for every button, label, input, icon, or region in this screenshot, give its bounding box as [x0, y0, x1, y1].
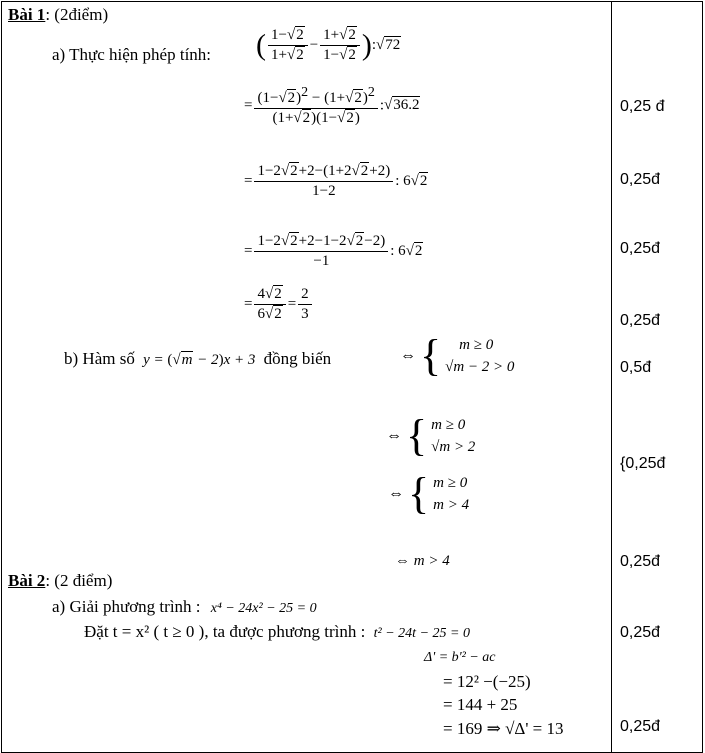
bai1-system2: ⇔ { m ≥ 0 √m > 2 [386, 411, 476, 460]
score-2: 0,25đ [620, 171, 661, 188]
score-3: 0,25đ [620, 240, 661, 257]
bai2-a-label: a) Giải phương trình : [52, 597, 201, 616]
sys2-line2: √m > 2 [431, 439, 476, 455]
score-column-divider [611, 1, 612, 753]
bai1-heading [8, 6, 108, 23]
score-5: 0,5đ [620, 359, 652, 376]
bai1-b-label: b) Hàm số [64, 349, 135, 368]
bai2-delta-line2: = 12² −(−25) [443, 672, 531, 691]
bai1-system3: ⇔ { m ≥ 0 m > 4 [388, 469, 470, 518]
sys1-line2: √m − 2 > 0 [445, 359, 515, 375]
bai1-a-expression: ( $\frac{1-√2}{1+√2}$ − $\frac{1+√2}{1-√2}$ ):√72 [256, 27, 401, 63]
bai2-delta-line4: = 169 ⇒ √Δ' = 13 [443, 719, 564, 738]
sys1-line1: m ≥ 0 [459, 337, 494, 353]
bai2-heading [8, 572, 112, 589]
bai2-sub-equation: t² − 24t − 25 = 0 [373, 626, 470, 641]
score-4: 0,25đ [620, 312, 661, 329]
bai1-step4: = $\frac{4√2}{6√2}$ = $\frac{2}{3}$ [244, 287, 314, 322]
bai1-points: : (2điểm) [45, 5, 109, 24]
bai1-title: Bài 1 [8, 5, 46, 24]
bai2-title: Bài 2 [8, 571, 46, 590]
bai2-substitution-line [84, 623, 470, 641]
bai2-delta-line3: = 144 + 25 [443, 695, 518, 714]
bai1-final: ⇔ m > 4 [395, 553, 450, 569]
sys2-line1: m ≥ 0 [431, 417, 466, 433]
bai1-step1: = $\frac{(1-√2)^2 - (1+√2)^2}{(1+√2)(1-√2)}$ :√36.2 [244, 85, 420, 126]
bai2-points: : (2 điểm) [45, 571, 113, 590]
score-1: 0,25 đ [620, 98, 665, 115]
score-6: {0,25đ [620, 455, 666, 472]
bai2-sub-text: Đặt t = x² ( t ≥ 0 ), ta được phương trình : [84, 622, 366, 641]
score-8: 0,25đ [620, 624, 661, 641]
bai2-delta-line1: Δ' = b'² − ac [424, 650, 496, 665]
score-9: 0,25đ [620, 718, 661, 735]
bai2-a-line [52, 598, 317, 616]
bai1-a-label: a) Thực hiện phép tính: [52, 45, 212, 64]
bai1-step3: = $\frac{1-2√2+2-1-2√2-2)}{-1}$ : 6√2 [244, 233, 423, 269]
sys3-line1: m ≥ 0 [433, 475, 468, 491]
bai2-a-equation: x⁴ − 24x² − 25 = 0 [210, 601, 317, 616]
bai1-system1: ⇔ { m ≥ 0 √m − 2 > 0 [400, 331, 515, 380]
bai1-b-text: đồng biến [263, 349, 332, 368]
bai1-step2: = $\frac{1-2√2+2-(1+2√2+2)}{1-2}$ : 6√2 [244, 163, 428, 199]
score-7: 0,25đ [620, 553, 661, 570]
bai1-b-function: y = (√m − 2)x + 3 [143, 352, 256, 368]
bai1-b-line [64, 350, 331, 368]
sys3-line2: m > 4 [433, 497, 470, 513]
